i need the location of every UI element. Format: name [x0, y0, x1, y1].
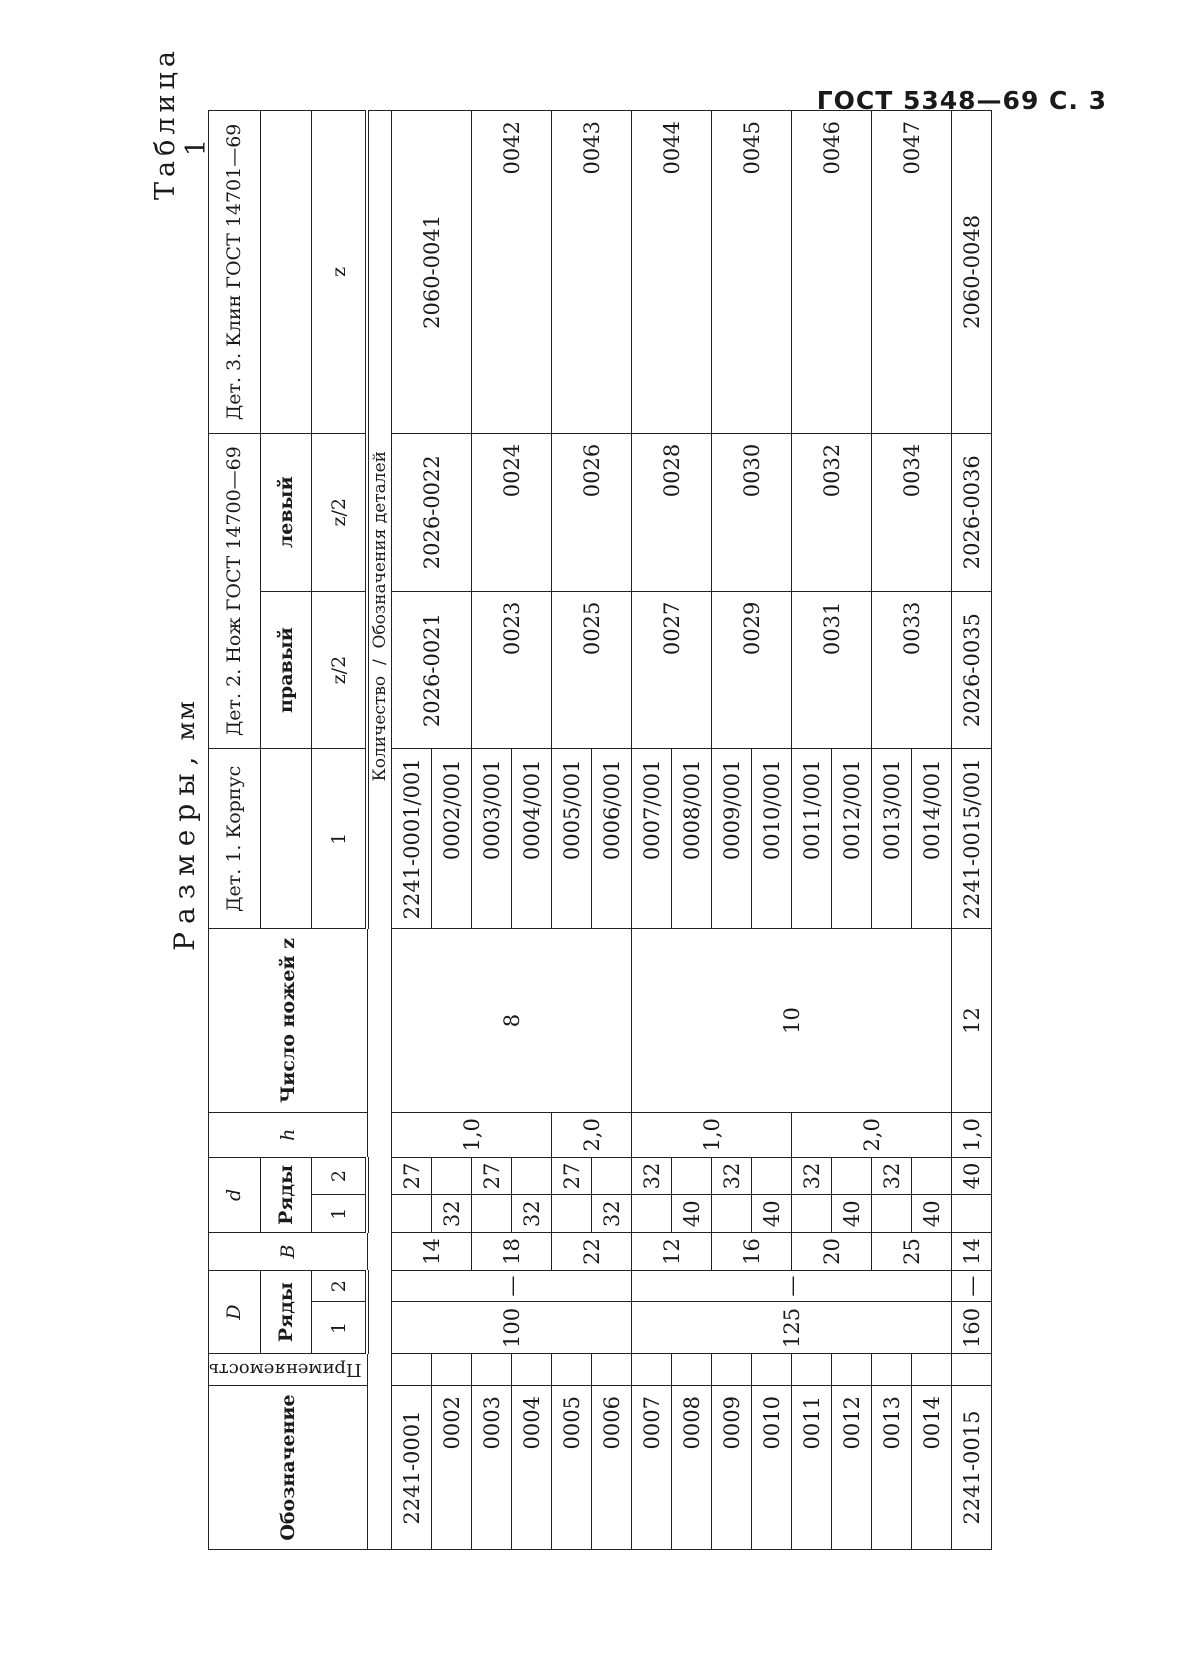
- col-designation: Обозначение: [209, 1386, 368, 1550]
- cell-d1: [792, 1195, 832, 1233]
- cell-wedge: 0044: [632, 111, 712, 434]
- cell-designation: 0010: [752, 1386, 792, 1550]
- cell-d1: [632, 1195, 672, 1233]
- dimensions-table: [208, 110, 992, 1550]
- cell-right: 2026-0021: [392, 591, 472, 749]
- table-row: [392, 111, 432, 1550]
- cell-d1: [552, 1195, 592, 1233]
- cell-d1: [392, 1195, 432, 1233]
- cell-wedge: 2060-0048: [952, 111, 992, 434]
- cell-B: 20: [792, 1233, 872, 1271]
- cell-d2: [512, 1157, 552, 1195]
- cell-designation: 0003: [472, 1386, 512, 1550]
- cell-D2: —: [952, 1270, 992, 1302]
- D-rows: Ряды: [260, 1270, 312, 1354]
- qty-z2-left: z/2: [312, 433, 367, 591]
- cell-left: 0030: [712, 433, 792, 591]
- cell-left: 2026-0022: [392, 433, 472, 591]
- cell-d2: [832, 1157, 872, 1195]
- cell-d2: 32: [712, 1157, 752, 1195]
- cell-z: 12: [952, 929, 992, 1113]
- col-part1: Дет. 1. Корпус: [209, 749, 261, 929]
- table-row: [952, 111, 992, 1550]
- cell-body: 0004/001: [512, 749, 552, 929]
- col-knives: Число ножей z: [209, 929, 368, 1113]
- cell-body: 0008/001: [672, 749, 712, 929]
- col-applicability: [209, 1354, 368, 1386]
- cell-B: 18: [472, 1233, 552, 1271]
- cell-h: 2,0: [552, 1112, 632, 1157]
- cell-body: 2241-0015/001: [952, 749, 992, 929]
- cell-body: 0010/001: [752, 749, 792, 929]
- cell-h: 1,0: [392, 1112, 552, 1157]
- cell-D1: 100: [392, 1302, 632, 1354]
- cell-left: 0024: [472, 433, 552, 591]
- cell-d2: 32: [792, 1157, 832, 1195]
- col-h: h: [209, 1112, 368, 1157]
- cell-designation: 0002: [432, 1386, 472, 1550]
- cell-right: 0025: [552, 591, 632, 749]
- cell-D2: —: [392, 1270, 632, 1302]
- cell-B: 22: [552, 1233, 632, 1271]
- cell-wedge: 0045: [712, 111, 792, 434]
- cell-left: 0028: [632, 433, 712, 591]
- cell-designation: 2241-0001: [392, 1386, 432, 1550]
- cell-wedge: 0047: [872, 111, 952, 434]
- table-row: [632, 111, 672, 1550]
- caption-unit: мм: [172, 699, 200, 741]
- cell-left: 0026: [552, 433, 632, 591]
- cell-body: 0006/001: [592, 749, 632, 929]
- cell-d1: 32: [432, 1195, 472, 1233]
- cell-d2: [592, 1157, 632, 1195]
- col-d: d: [209, 1157, 261, 1232]
- cell-wedge: 0042: [472, 111, 552, 434]
- cell-D1: 160: [952, 1302, 992, 1354]
- cell-body: 0014/001: [912, 749, 952, 929]
- cell-wedge: 0043: [552, 111, 632, 434]
- cell-h: 2,0: [792, 1112, 952, 1157]
- cell-body: 0011/001: [792, 749, 832, 929]
- col-right: правый: [260, 591, 312, 749]
- cell-z: 10: [632, 929, 952, 1113]
- cell-designation: 0007: [632, 1386, 672, 1550]
- col-left: левый: [260, 433, 312, 591]
- table-caption: [168, 100, 201, 1550]
- cell-body: 0009/001: [712, 749, 752, 929]
- cell-d1: 40: [832, 1195, 872, 1233]
- cell-d1: 40: [672, 1195, 712, 1233]
- cell-designation: 0008: [672, 1386, 712, 1550]
- cell-h: 1,0: [632, 1112, 792, 1157]
- cell-D1: 125: [632, 1302, 952, 1354]
- cell-d2: [752, 1157, 792, 1195]
- col-part2: Дет. 2. Нож ГОСТ 14700—69: [209, 433, 261, 749]
- col-B: B: [209, 1233, 368, 1271]
- cell-left: 0032: [792, 433, 872, 591]
- quantity-label: Количество: [370, 675, 391, 782]
- cell-d2: [912, 1157, 952, 1195]
- applicability-label: Применяемость: [209, 1359, 362, 1381]
- cell-right: 0023: [472, 591, 552, 749]
- caption-text: Размеры,: [168, 748, 201, 951]
- cell-d2: [672, 1157, 712, 1195]
- cell-designation: 0014: [912, 1386, 952, 1550]
- part1-spacer: [260, 749, 312, 929]
- cell-d1: [472, 1195, 512, 1233]
- cell-body: 0003/001: [472, 749, 512, 929]
- page-header: ГОСТ 5348—69 С. 3: [816, 86, 1107, 115]
- cell-B: 12: [632, 1233, 712, 1271]
- col-D: D: [209, 1270, 261, 1354]
- col-part3: Дет. 3. Клин ГОСТ 14701—69: [209, 111, 261, 434]
- qty-z2-right: z/2: [312, 591, 367, 749]
- table-title: Таблица 1: [150, 46, 212, 200]
- cell-designation: 0004: [512, 1386, 552, 1550]
- d-row1: 1: [312, 1195, 367, 1233]
- part3-spacer: [260, 111, 312, 434]
- cell-body: 0012/001: [832, 749, 872, 929]
- cell-right: 0031: [792, 591, 872, 749]
- cell-B: 25: [872, 1233, 952, 1271]
- cell-z: 8: [392, 929, 632, 1113]
- cell-body: 0002/001: [432, 749, 472, 929]
- cell-d2: [432, 1157, 472, 1195]
- cell-d1: [712, 1195, 752, 1233]
- cell-B: 14: [952, 1233, 992, 1271]
- cell-d1: 40: [912, 1195, 952, 1233]
- cell-d2: 32: [872, 1157, 912, 1195]
- cell-body: 0013/001: [872, 749, 912, 929]
- cell-wedge: 0046: [792, 111, 872, 434]
- cell-designation: 0006: [592, 1386, 632, 1550]
- cell-designation: 0009: [712, 1386, 752, 1550]
- cell-d2: 40: [952, 1157, 992, 1195]
- cell-d2: 27: [552, 1157, 592, 1195]
- cell-designation: 0013: [872, 1386, 912, 1550]
- cell-d1: [952, 1195, 992, 1233]
- cell-d1: 32: [512, 1195, 552, 1233]
- cell-right: 0027: [632, 591, 712, 749]
- cell-designation: 2241-0015: [952, 1386, 992, 1550]
- cell-d2: 27: [392, 1157, 432, 1195]
- cell-d1: [872, 1195, 912, 1233]
- d-rows: Ряды: [260, 1157, 312, 1232]
- cell-wedge: 2060-0041: [392, 111, 472, 434]
- cell-right: 2026-0035: [952, 591, 992, 749]
- cell-d1: 32: [592, 1195, 632, 1233]
- cell-B: 14: [392, 1233, 472, 1271]
- qty-1: 1: [312, 749, 367, 929]
- cell-body: 0005/001: [552, 749, 592, 929]
- qty-z: z: [312, 111, 367, 434]
- cell-right: 0033: [872, 591, 952, 749]
- cell-designation: 0005: [552, 1386, 592, 1550]
- cell-designation: 0011: [792, 1386, 832, 1550]
- cell-left: 2026-0036: [952, 433, 992, 591]
- cell-h: 1,0: [952, 1112, 992, 1157]
- cell-body: 2241-0001/001: [392, 749, 432, 929]
- cell-B: 16: [712, 1233, 792, 1271]
- part-designations-label: Обозначения деталей: [370, 451, 391, 649]
- cell-d1: 40: [752, 1195, 792, 1233]
- D-row1: 1: [312, 1302, 367, 1354]
- D-row2: 2: [312, 1270, 367, 1302]
- cell-d2: 32: [632, 1157, 672, 1195]
- cell-body: 0007/001: [632, 749, 672, 929]
- d-row2: 2: [312, 1157, 367, 1195]
- cell-left: 0034: [872, 433, 952, 591]
- part-designations-caption: Количество / Обозначения деталей: [367, 111, 392, 1550]
- cell-d2: 27: [472, 1157, 512, 1195]
- cell-D2: —: [632, 1270, 952, 1302]
- cell-designation: 0012: [832, 1386, 872, 1550]
- cell-right: 0029: [712, 591, 792, 749]
